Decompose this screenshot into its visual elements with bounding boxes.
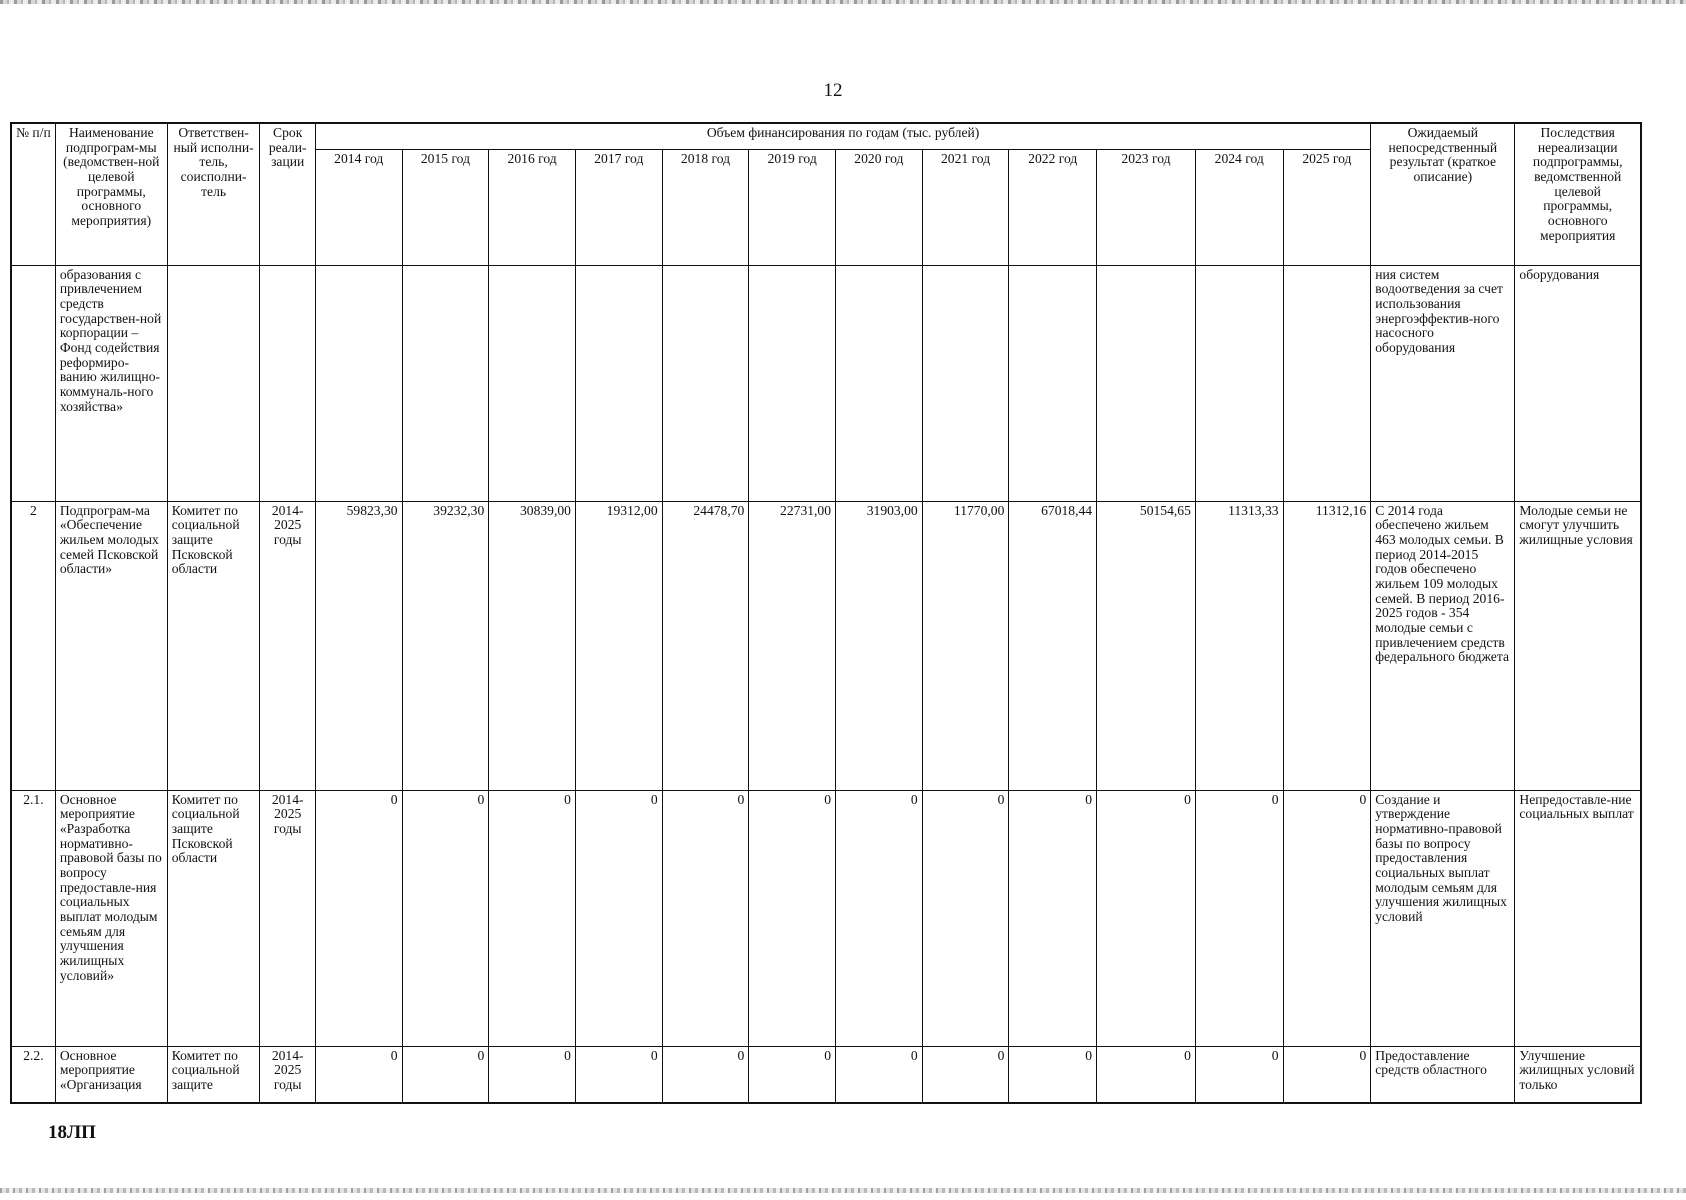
row-value: 0 bbox=[749, 1046, 836, 1103]
row-value: 59823,30 bbox=[315, 501, 402, 790]
header-year: 2016 год bbox=[489, 149, 576, 265]
table-row bbox=[11, 790, 1641, 1046]
row-value: 30839,00 bbox=[489, 501, 576, 790]
program-table bbox=[10, 122, 1642, 1104]
row-value: 0 bbox=[1195, 790, 1283, 1046]
header-year: 2024 год bbox=[1195, 149, 1283, 265]
header-year: 2023 год bbox=[1097, 149, 1196, 265]
header-consequences: Последствия нереализации подпрограммы, ведомственной целевой программы, основного мероприятия bbox=[1515, 123, 1641, 265]
row-value: 0 bbox=[662, 790, 749, 1046]
row-value: 0 bbox=[575, 1046, 662, 1103]
header-num: № п/п bbox=[11, 123, 55, 265]
header-year: 2018 год bbox=[662, 149, 749, 265]
row-result: С 2014 года обеспечено жильем 463 молодых семьи. В период 2014-2015 годов обеспечено жильем 109 молодых семей. В период 2016-2025 годов - 354 молодые семьи с привлечением средств федерального бюджета bbox=[1371, 501, 1515, 790]
header-responsible: Ответствен-ный исполни-тель, соисполни-тель bbox=[167, 123, 260, 265]
row-value: 19312,00 bbox=[575, 501, 662, 790]
header-row-top bbox=[11, 123, 1641, 149]
row-value: 0 bbox=[489, 1046, 576, 1103]
row-value: 0 bbox=[836, 1046, 923, 1103]
row-result: Предоставление средств областного bbox=[1371, 1046, 1515, 1103]
row-value: 31903,00 bbox=[836, 501, 923, 790]
footer-code: 18ЛП bbox=[48, 1122, 96, 1143]
row-term: 2014-2025 годы bbox=[260, 501, 315, 790]
row-value: 0 bbox=[315, 1046, 402, 1103]
row-value: 0 bbox=[922, 790, 1009, 1046]
header-year: 2020 год bbox=[836, 149, 923, 265]
row-value bbox=[489, 265, 576, 501]
row-value bbox=[575, 265, 662, 501]
header-funding-group: Объем финансирования по годам (тыс. рублей) bbox=[315, 123, 1370, 149]
row-value: 11312,16 bbox=[1283, 501, 1371, 790]
table-row bbox=[11, 265, 1641, 501]
header-year: 2025 год bbox=[1283, 149, 1371, 265]
row-value bbox=[1195, 265, 1283, 501]
row-consequences: Улучшение жилищных условий только bbox=[1515, 1046, 1641, 1103]
row-num: 2.2. bbox=[11, 1046, 55, 1103]
row-value: 0 bbox=[836, 790, 923, 1046]
row-value: 0 bbox=[1097, 790, 1196, 1046]
row-term: 2014-2025 годы bbox=[260, 790, 315, 1046]
row-value: 0 bbox=[1097, 1046, 1196, 1103]
row-value: 0 bbox=[1009, 790, 1097, 1046]
header-year: 2022 год bbox=[1009, 149, 1097, 265]
row-consequences: Непредоставле-ние социальных выплат bbox=[1515, 790, 1641, 1046]
row-responsible: Комитет по социальной защите bbox=[167, 1046, 260, 1103]
row-term: 2014-2025 годы bbox=[260, 1046, 315, 1103]
row-value: 0 bbox=[315, 790, 402, 1046]
row-value bbox=[922, 265, 1009, 501]
scan-edge-top bbox=[0, 0, 1686, 4]
header-year: 2017 год bbox=[575, 149, 662, 265]
row-value: 0 bbox=[662, 1046, 749, 1103]
row-name: образования с привлечением средств государствен-ной корпорации – Фонд содействия реформиро-ванию жилищно-коммуналь-ного хозяйства» bbox=[55, 265, 167, 501]
row-value: 0 bbox=[1195, 1046, 1283, 1103]
row-result: ния систем водоотведения за счет использования энергоэффектив-ного насосного оборудования bbox=[1371, 265, 1515, 501]
row-num: 2.1. bbox=[11, 790, 55, 1046]
row-num: 2 bbox=[11, 501, 55, 790]
header-year: 2019 год bbox=[749, 149, 836, 265]
header-name: Наименование подпрограм-мы (ведомствен-ной целевой программы, основного мероприятия) bbox=[55, 123, 167, 265]
header-term: Срок реали-зации bbox=[260, 123, 315, 265]
row-responsible bbox=[167, 265, 260, 501]
header-result: Ожидаемый непосредственный результат (краткое описание) bbox=[1371, 123, 1515, 265]
row-value: 0 bbox=[402, 790, 489, 1046]
row-value bbox=[662, 265, 749, 501]
row-num bbox=[11, 265, 55, 501]
row-name: Основное мероприятие «Разработка нормативно-правовой базы по вопросу предоставле-ния социальных выплат молодым семьям для улучшения жилищных условий» bbox=[55, 790, 167, 1046]
row-value: 0 bbox=[1009, 1046, 1097, 1103]
row-value: 11770,00 bbox=[922, 501, 1009, 790]
row-responsible: Комитет по социальной защите Псковской области bbox=[167, 790, 260, 1046]
row-value: 24478,70 bbox=[662, 501, 749, 790]
row-responsible: Комитет по социальной защите Псковской области bbox=[167, 501, 260, 790]
row-value: 11313,33 bbox=[1195, 501, 1283, 790]
row-consequences: Молодые семьи не смогут улучшить жилищные условия bbox=[1515, 501, 1641, 790]
scan-edge-bottom bbox=[0, 1188, 1686, 1193]
row-value bbox=[402, 265, 489, 501]
row-value: 0 bbox=[1283, 790, 1371, 1046]
row-value bbox=[836, 265, 923, 501]
row-value: 67018,44 bbox=[1009, 501, 1097, 790]
header-year: 2014 год bbox=[315, 149, 402, 265]
row-name: Подпрограм-ма «Обеспечение жильем молодых семей Псковской области» bbox=[55, 501, 167, 790]
row-value bbox=[749, 265, 836, 501]
row-value: 22731,00 bbox=[749, 501, 836, 790]
row-value bbox=[315, 265, 402, 501]
row-value: 50154,65 bbox=[1097, 501, 1196, 790]
row-value: 39232,30 bbox=[402, 501, 489, 790]
row-value: 0 bbox=[1283, 1046, 1371, 1103]
row-value: 0 bbox=[922, 1046, 1009, 1103]
table-row bbox=[11, 501, 1641, 790]
header-year: 2021 год bbox=[922, 149, 1009, 265]
page-number: 12 bbox=[823, 80, 843, 101]
row-value: 0 bbox=[749, 790, 836, 1046]
row-value bbox=[1097, 265, 1196, 501]
row-value: 0 bbox=[489, 790, 576, 1046]
row-value: 0 bbox=[402, 1046, 489, 1103]
row-result: Создание и утверждение нормативно-правовой базы по вопросу предоставления социальных выплат молодым семьям для улучшения жилищных условий bbox=[1371, 790, 1515, 1046]
row-term bbox=[260, 265, 315, 501]
row-value bbox=[1009, 265, 1097, 501]
row-value: 0 bbox=[575, 790, 662, 1046]
row-value bbox=[1283, 265, 1371, 501]
header-year: 2015 год bbox=[402, 149, 489, 265]
row-name: Основное мероприятие «Организация bbox=[55, 1046, 167, 1103]
table-row bbox=[11, 1046, 1641, 1103]
row-consequences: оборудования bbox=[1515, 265, 1641, 501]
